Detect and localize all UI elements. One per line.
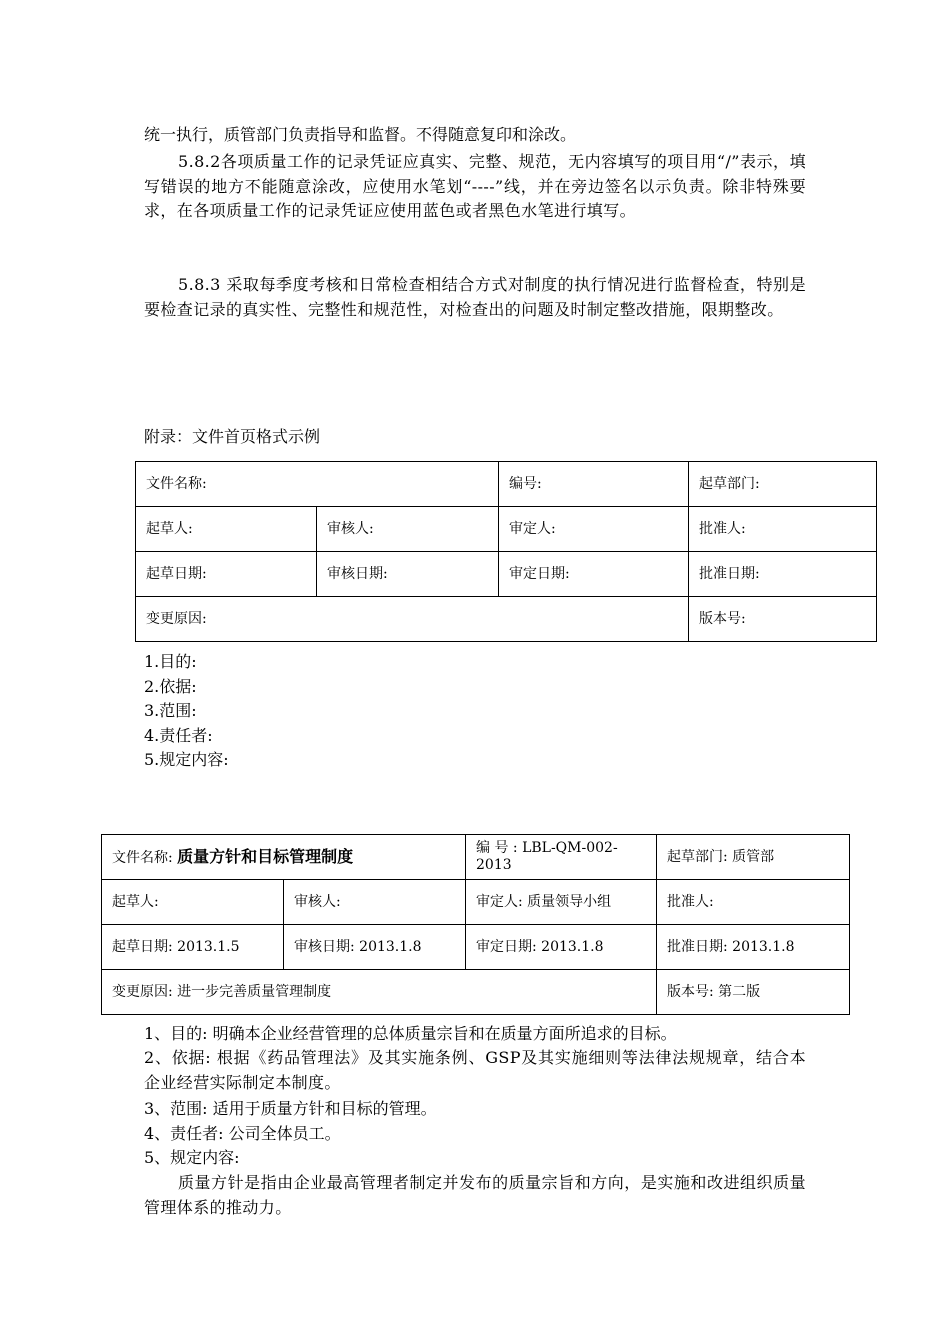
doc-scope: 3、范围: 适用于质量方针和目标的管理。 [144, 1099, 437, 1118]
change-reason-cell: 变更原因: [136, 597, 689, 642]
doc-draft-dept-cell: 起草部门: 质管部 [657, 835, 850, 880]
template-header-table [135, 461, 877, 642]
draft-date-cell: 起草日期: [136, 552, 317, 597]
doc-reviewer-cell: 审核人: [284, 880, 466, 925]
doc-approver-cell: 批准人: [657, 880, 850, 925]
section-5-8-3: 5.8.3 采取每季度考核和日常检查相结合方式对制度的执行情况进行监督检查，特别是要检查记录的真实性、完整性和规范性，对检查出的问题及时制定整改措施，限期整改。 [144, 275, 806, 319]
doc-set-date-cell: 审定日期: 2013.1.8 [466, 925, 657, 970]
intro-line: 统一执行，质管部门负责指导和监督。不得随意复印和涂改。 [144, 125, 577, 144]
approver-set-cell: 审定人: [499, 507, 689, 552]
draft-dept-cell: 起草部门: [689, 462, 877, 507]
section-5-8-2: 5.8.2各项质量工作的记录凭证应真实、完整、规范，无内容填写的项目用“/”表示，填写错误的地方不能随意涂改，应使用水笔划“----”线，并在旁边签名以示负责。除非特殊要求，在各项质量工作的记录凭证应使用蓝色或者黑色水笔进行填写。 [144, 152, 806, 220]
doc-approve-date-cell: 批准日期: 2013.1.8 [657, 925, 850, 970]
template-item-3: 3.范围: [144, 701, 197, 720]
set-date-cell: 审定日期: [499, 552, 689, 597]
doc-responsible: 4、责任者: 公司全体员工。 [144, 1124, 341, 1143]
number-cell: 编号: [499, 462, 689, 507]
version-cell: 版本号: [689, 597, 877, 642]
doc-purpose: 1、目的: 明确本企业经营管理的总体质量宗旨和在质量方面所追求的目标。 [144, 1024, 677, 1043]
doc-file-name-label: 文件名称: [112, 849, 173, 866]
doc-review-date-cell: 审核日期: 2013.1.8 [284, 925, 466, 970]
doc-file-name-value: 质量方针和目标管理制度 [177, 846, 354, 866]
template-item-1: 1.目的: [144, 652, 197, 671]
doc-approver-set-cell: 审定人: 质量领导小组 [466, 880, 657, 925]
doc-version-cell: 版本号: 第二版 [657, 970, 850, 1015]
doc-draft-date-cell: 起草日期: 2013.1.5 [102, 925, 284, 970]
approve-date-cell: 批准日期: [689, 552, 877, 597]
doc-file-name-cell [102, 835, 466, 880]
review-date-cell: 审核日期: [317, 552, 499, 597]
doc-basis: 2、依据: 根据《药品管理法》及其实施条例、GSP及其实施细则等法律法规规章，结合本企业经营实际制定本制度。 [144, 1048, 806, 1092]
template-item-5: 5.规定内容: [144, 750, 229, 769]
file-name-cell: 文件名称: [136, 462, 499, 507]
doc-drafter-cell: 起草人: [102, 880, 284, 925]
doc-number-cell: 编 号 : LBL-QM-002-2013 [466, 835, 657, 880]
appendix-title: 附录：文件首页格式示例 [144, 427, 321, 446]
reviewer-cell: 审核人: [317, 507, 499, 552]
doc-content-label: 5、规定内容: [144, 1148, 240, 1167]
template-item-4: 4.责任者: [144, 726, 213, 745]
drafter-cell: 起草人: [136, 507, 317, 552]
doc-change-reason-cell: 变更原因: 进一步完善质量管理制度 [102, 970, 657, 1015]
template-item-2: 2.依据: [144, 677, 197, 696]
approver-cell: 批准人: [689, 507, 877, 552]
document-header-table [101, 834, 850, 1015]
doc-content-text: 质量方针是指由企业最高管理者制定并发布的质量宗旨和方向，是实施和改进组织质量管理体系的推动力。 [144, 1173, 806, 1217]
